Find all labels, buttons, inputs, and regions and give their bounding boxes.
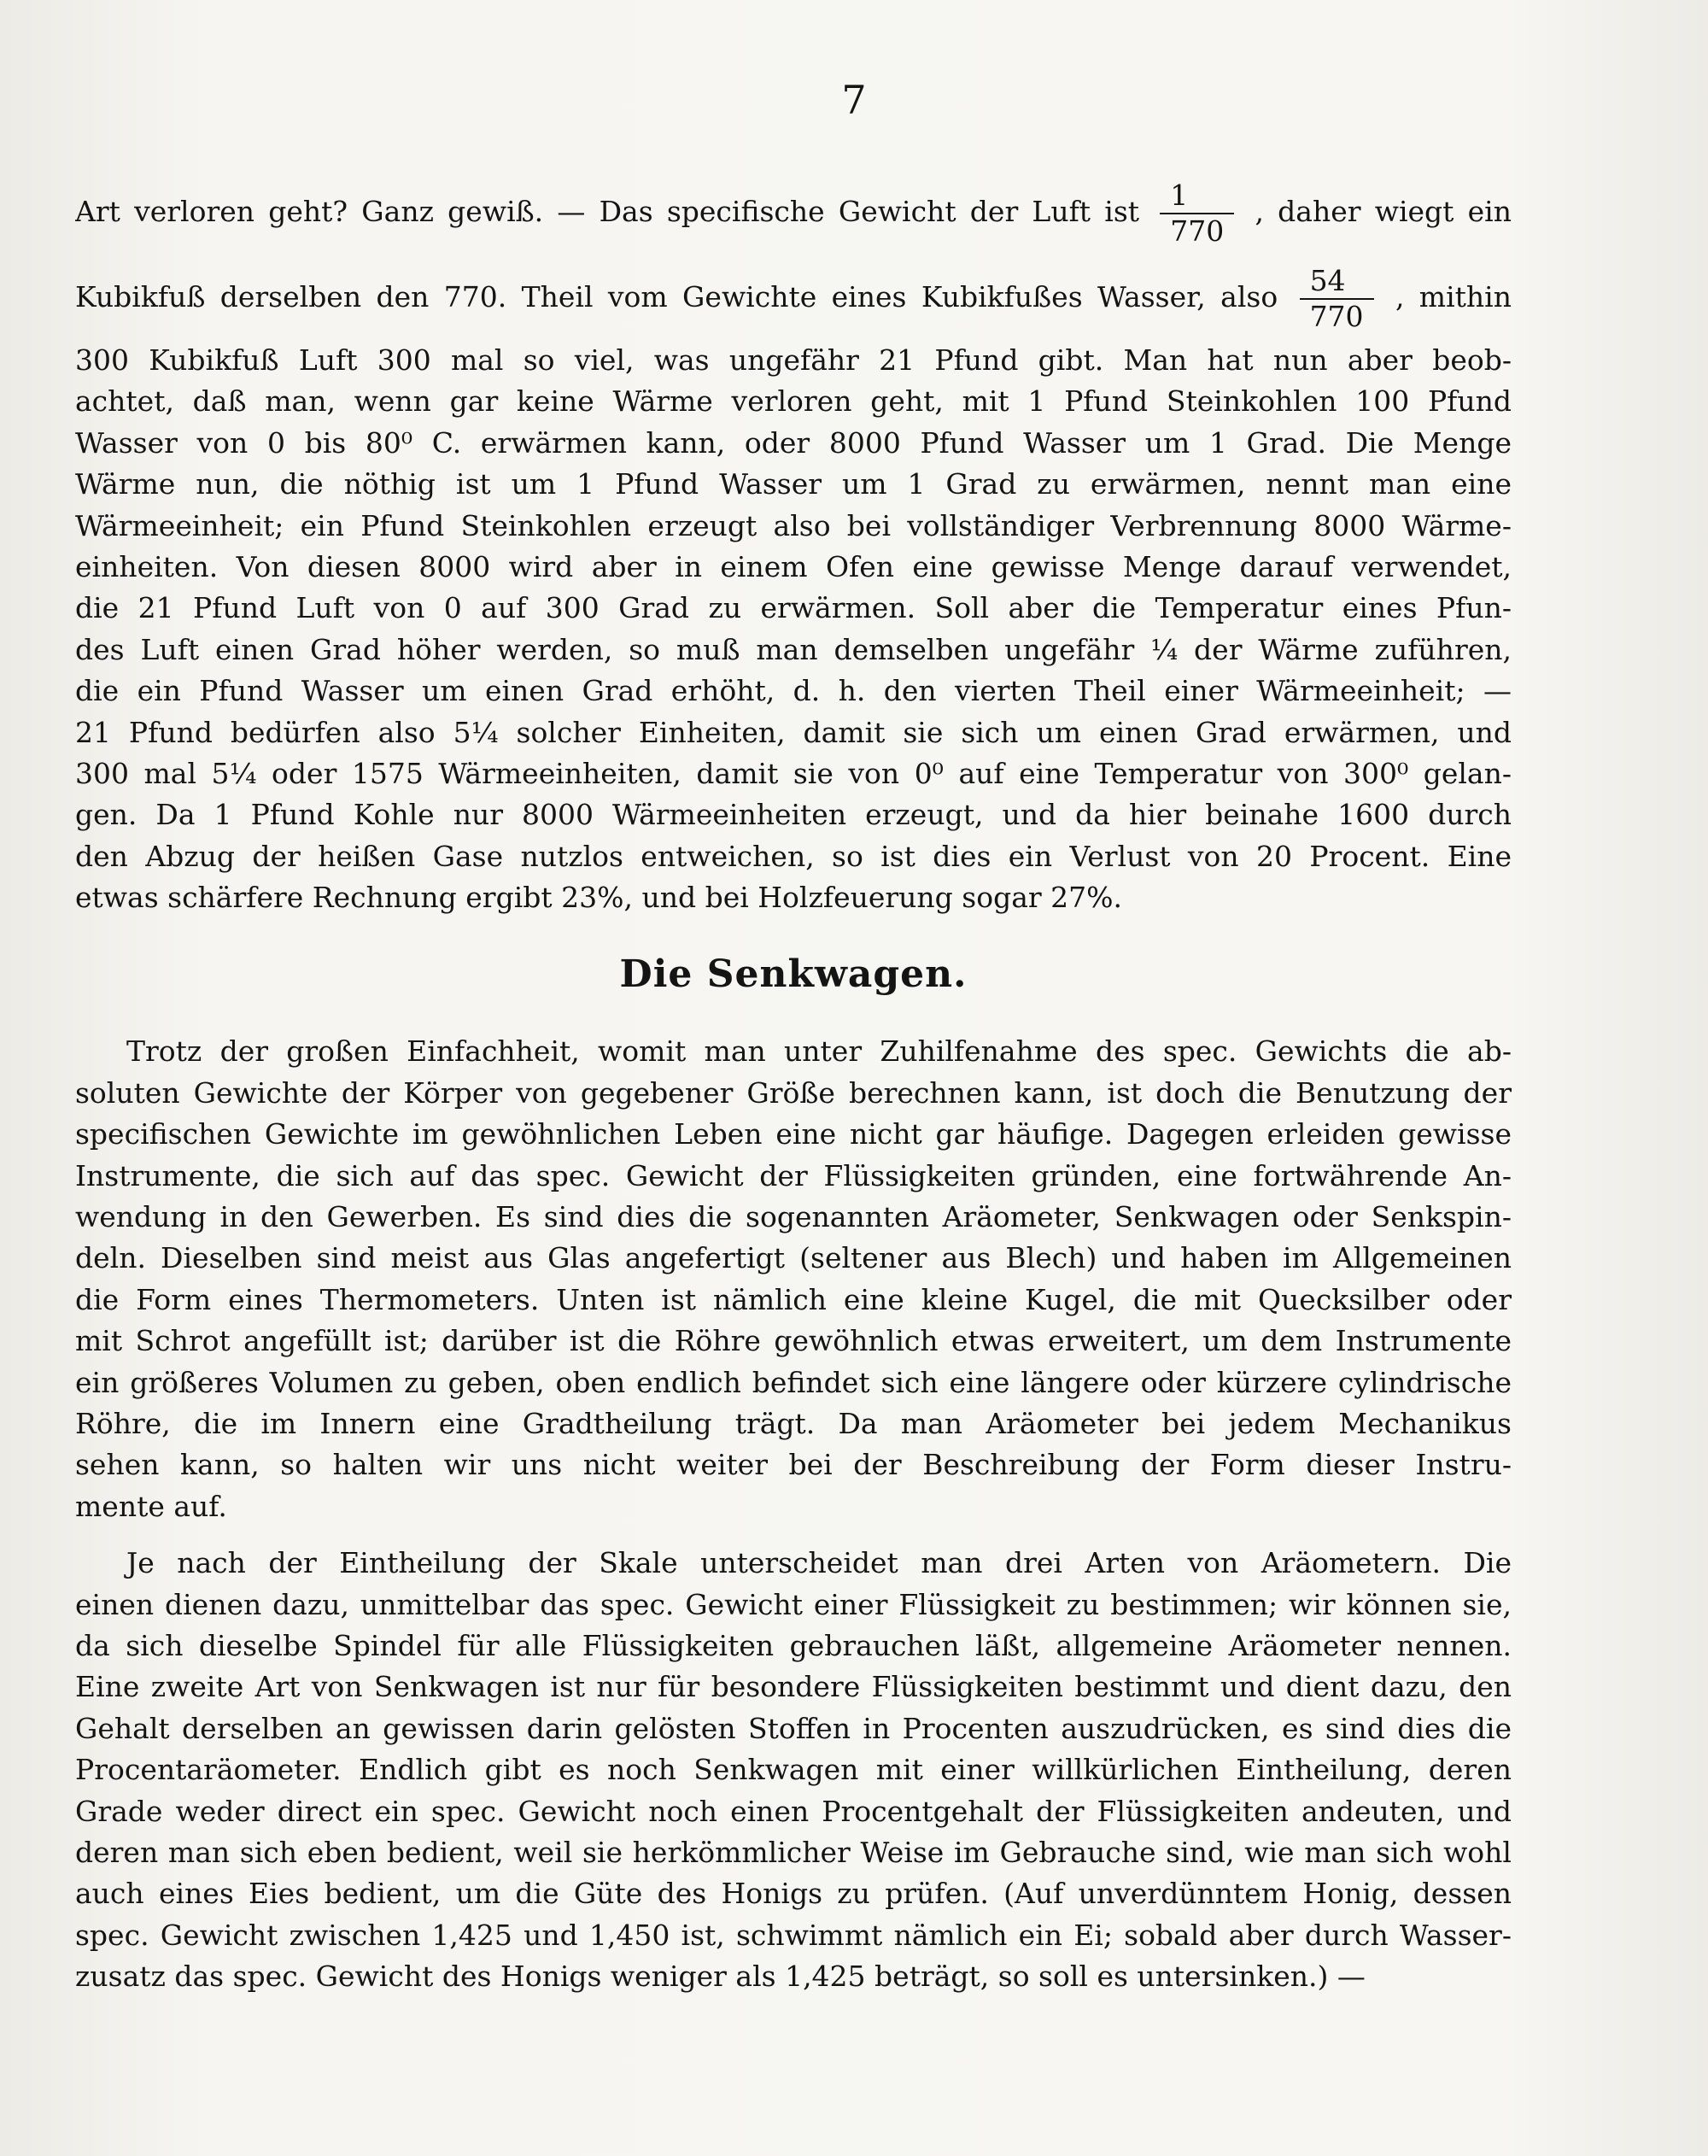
- text-segment: , mithin: [1395, 280, 1512, 313]
- text-line: Grade weder direct ein spec. Gewicht noch einen Procentgehalt der Flüssigkeiten andeuten, und: [75, 1794, 1512, 1828]
- text-line: Eine zweite Art von Senkwagen ist nur für besondere Flüssigkeiten bestimmt und dient dazu, den: [75, 1670, 1512, 1704]
- text-line: deren man sich eben bedient, weil sie herkömmlicher Weise im Gebrauche sind, wie man sich wohl: [75, 1835, 1512, 1869]
- fraction-denominator: 770: [1170, 214, 1225, 248]
- text-line: des Luft einen Grad höher werden, so muß man demselben ungefähr ¼ der Wärme zuführen,: [75, 632, 1512, 666]
- text-line: spec. Gewicht zwischen 1,425 und 1,450 ist, schwimmt nämlich ein Ei; sobald aber durch Wasser-: [75, 1918, 1512, 1952]
- fraction: [1160, 179, 1234, 249]
- text-line: Wasser von 0 bis 80⁰ C. erwärmen kann, oder 8000 Pfund Wasser um 1 Grad. Die Menge: [75, 425, 1512, 460]
- text-segment: , daher wiegt ein: [1255, 195, 1512, 228]
- fraction-numerator: 54: [1300, 264, 1374, 300]
- paragraph-2: [75, 1031, 1512, 1527]
- text-line: Procentaräometer. Endlich gibt es noch Senkwagen mit einer willkürlichen Eintheilung, deren: [75, 1753, 1512, 1787]
- text-line: gen. Da 1 Pfund Kohle nur 8000 Wärmeeinheiten erzeugt, und da hier beinahe 1600 durch: [75, 798, 1512, 832]
- text-line: den Abzug der heißen Gase nutzlos entweichen, so ist dies ein Verlust von 20 Procent. Eine: [75, 839, 1512, 873]
- text-line: ein größeres Volumen zu geben, oben endlich befindet sich eine längere oder kürzere cylindrische: [75, 1365, 1512, 1399]
- text-line: Gehalt derselben an gewissen darin gelösten Stoffen in Procenten auszudrücken, es sind dies die: [75, 1711, 1512, 1745]
- text-line: 300 Kubikfuß Luft 300 mal so viel, was ungefähr 21 Pfund gibt. Man hat nun aber beob-: [75, 343, 1512, 377]
- text-line: die Form eines Thermometers. Unten ist nämlich eine kleine Kugel, die mit Quecksilber oder: [75, 1282, 1512, 1316]
- text-line: zusatz das spec. Gewicht des Honigs weniger als 1,425 beträgt, so soll es untersinken.) —: [75, 1960, 1366, 1994]
- text-line: mit Schrot angefüllt ist; darüber ist die Röhre gewöhnlich etwas erweitert, um dem Instrumente: [75, 1324, 1512, 1358]
- paragraph-1: [75, 340, 1512, 918]
- text-line: Wärmeeinheit; ein Pfund Steinkohlen erzeugt also bei vollständiger Verbrennung 8000 Wärme-: [75, 508, 1512, 542]
- text-line: Instrumente, die sich auf das spec. Gewicht der Flüssigkeiten gründen, eine fortwährende An-: [75, 1158, 1512, 1192]
- page-body: [75, 169, 1512, 1997]
- paragraph-gap: [75, 1527, 1512, 1543]
- text-line: auch eines Eies bedient, um die Güte des Honigs zu prüfen. (Auf unverdünntem Honig, dessen: [75, 1877, 1512, 1911]
- text-line: da sich dieselbe Spindel für alle Flüssigkeiten gebrauchen läßt, allgemeine Aräometer nennen.: [75, 1628, 1512, 1662]
- text-line: die ein Pfund Wasser um einen Grad erhöht, d. h. den vierten Theil einer Wärmeeinheit; —: [75, 674, 1512, 708]
- text-line: 300 mal 5¼ oder 1575 Wärmeeinheiten, damit sie von 0⁰ auf eine Temperatur von 300⁰ gelan-: [75, 756, 1512, 790]
- text-line: soluten Gewichte der Körper von gegebener Größe berechnen kann, ist doch die Benutzung der: [75, 1075, 1512, 1110]
- text-line-fraction-1: [75, 169, 1512, 255]
- text-line: Je nach der Eintheilung der Skale unterscheidet man drei Arten von Aräometern. Die: [126, 1546, 1512, 1580]
- text-segment: Kubikfuß derselben den 770. Theil vom Gewichte eines Kubikfußes Wasser, also: [75, 280, 1278, 313]
- text-line: specifischen Gewichte im gewöhnlichen Leben eine nicht gar häufige. Dagegen erleiden gewisse: [75, 1117, 1512, 1151]
- section-heading: Die Senkwagen.: [619, 952, 968, 997]
- text-line: die 21 Pfund Luft von 0 auf 300 Grad zu erwärmen. Soll aber die Temperatur eines Pfun-: [75, 591, 1512, 625]
- text-line: 21 Pfund bedürfen also 5¼ solcher Einheiten, damit sie sich um einen Grad erwärmen, und: [75, 715, 1512, 749]
- text-line-fraction-2: [75, 255, 1512, 340]
- fraction: [1300, 264, 1374, 334]
- text-line: deln. Dieselben sind meist aus Glas angefertigt (seltener aus Blech) und haben im Allgemeinen: [75, 1241, 1512, 1275]
- page-number: 7: [841, 77, 867, 123]
- text-segment: Art verloren geht? Ganz gewiß. — Das specifische Gewicht der Luft ist: [75, 195, 1140, 228]
- text-line: wendung in den Gewerben. Es sind dies die sogenannten Aräometer, Senkwagen oder Senkspin-: [75, 1200, 1512, 1234]
- fraction-numerator: 1: [1160, 179, 1234, 214]
- text-line: mente auf.: [75, 1489, 227, 1523]
- text-line: etwas schärfere Rechnung ergibt 23%, und bei Holzfeuerung sogar 27%.: [75, 881, 1122, 915]
- paragraph-3: [75, 1543, 1512, 1997]
- text-line: Wärme nun, die nöthig ist um 1 Pfund Wasser um 1 Grad zu erwärmen, nennt man eine: [75, 467, 1512, 501]
- text-line: achtet, daß man, wenn gar keine Wärme verloren geht, mit 1 Pfund Steinkohlen 100 Pfund: [75, 384, 1512, 419]
- text-line: einen dienen dazu, unmittelbar das spec. Gewicht einer Flüssigkeit zu bestimmen; wir können sie,: [75, 1587, 1512, 1621]
- text-line: sehen kann, so halten wir uns nicht weiter bei der Beschreibung der Form dieser Instru-: [75, 1448, 1512, 1482]
- text-line: Röhre, die im Innern eine Gradtheilung trägt. Da man Aräometer bei jedem Mechanikus: [75, 1406, 1512, 1440]
- fraction-denominator: 770: [1309, 300, 1364, 333]
- text-line: einheiten. Von diesen 8000 wird aber in einem Ofen eine gewisse Menge darauf verwendet,: [75, 549, 1512, 583]
- text-line: Trotz der großen Einfachheit, womit man unter Zuhilfenahme des spec. Gewichts die ab-: [126, 1034, 1512, 1069]
